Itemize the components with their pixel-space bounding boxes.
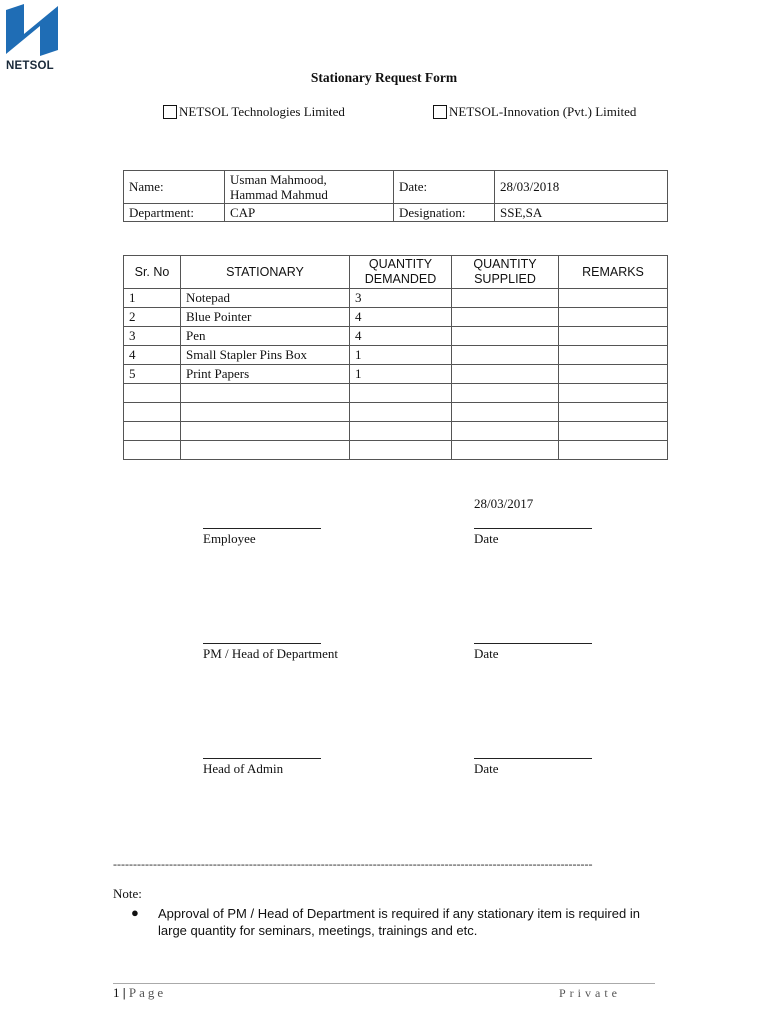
cell-supplied[interactable]	[452, 327, 559, 346]
note-label: Note:	[113, 886, 142, 901]
logo-text: NETSOL	[6, 60, 54, 72]
cell-remarks[interactable]	[559, 346, 668, 365]
cell-item: Print Papers	[181, 365, 350, 384]
filled-date: 28/03/2017	[474, 496, 534, 511]
cell-remarks[interactable]	[559, 289, 668, 308]
header-sr-no: Sr. No	[124, 256, 181, 289]
admin-signature-line[interactable]	[203, 746, 321, 759]
pm-date-label: Date	[474, 646, 499, 661]
name-label: Name:	[124, 171, 225, 204]
cell-demanded: 4	[350, 327, 452, 346]
admin-date-line[interactable]	[474, 746, 592, 759]
cell-demanded[interactable]	[350, 422, 452, 441]
page-number: 1	[113, 985, 120, 1000]
cell-item: Blue Pointer	[181, 308, 350, 327]
employee-info-table	[123, 170, 668, 222]
cell-item[interactable]	[181, 403, 350, 422]
cell-demanded: 3	[350, 289, 452, 308]
header-quantity-supplied	[452, 256, 559, 289]
header-qty-demanded-line-2: DEMANDED	[364, 272, 437, 286]
cell-remarks[interactable]	[559, 422, 668, 441]
cell-supplied[interactable]	[452, 384, 559, 403]
cell-supplied[interactable]	[452, 365, 559, 384]
admin-date-label: Date	[474, 761, 499, 776]
header-quantity-demanded	[350, 256, 452, 289]
admin-label: Head of Admin	[203, 761, 284, 776]
dashed-separator: ------------------------------------------------------------------------------------------------------------------------	[113, 857, 593, 871]
header-stationary: STATIONARY	[181, 256, 350, 289]
table-row	[124, 384, 668, 403]
table-row	[124, 365, 668, 384]
cell-remarks[interactable]	[559, 308, 668, 327]
table-row	[124, 403, 668, 422]
cell-item[interactable]	[181, 441, 350, 460]
pm-date-signature[interactable]	[474, 631, 592, 662]
netsol-logo	[6, 4, 60, 74]
table-row	[124, 422, 668, 441]
name-value	[225, 171, 394, 204]
cell-remarks[interactable]	[559, 327, 668, 346]
bullet-icon: ●	[131, 905, 139, 920]
table-row	[124, 308, 668, 327]
cell-supplied[interactable]	[452, 403, 559, 422]
cell-demanded[interactable]	[350, 441, 452, 460]
admin-date-signature[interactable]	[474, 746, 592, 777]
stationary-items-table	[123, 255, 668, 460]
department-label: Department:	[124, 204, 225, 222]
cell-demanded[interactable]	[350, 384, 452, 403]
cell-remarks[interactable]	[559, 384, 668, 403]
table-row	[124, 441, 668, 460]
page-word: Page	[128, 985, 167, 1000]
employee-date-label: Date	[474, 531, 499, 546]
pm-signature-line[interactable]	[203, 631, 321, 644]
cell-item: Pen	[181, 327, 350, 346]
employee-label: Employee	[203, 531, 256, 546]
date-label: Date:	[394, 171, 495, 204]
company-checkbox-innovation[interactable]	[433, 105, 447, 119]
header-qty-demanded-line-1: QUANTITY	[368, 257, 433, 271]
cell-item[interactable]	[181, 384, 350, 403]
cell-sr[interactable]	[124, 384, 181, 403]
department-value: CAP	[225, 204, 394, 222]
cell-remarks[interactable]	[559, 441, 668, 460]
footer-classification: Private	[559, 986, 621, 1000]
header-qty-supplied-line-2: SUPPLIED	[474, 272, 536, 286]
cell-sr[interactable]	[124, 441, 181, 460]
cell-supplied[interactable]	[452, 441, 559, 460]
netsol-logo-mark	[6, 4, 58, 56]
admin-signature[interactable]	[203, 746, 321, 777]
table-row	[124, 289, 668, 308]
cell-item: Notepad	[181, 289, 350, 308]
cell-demanded: 1	[350, 365, 452, 384]
items-header-row	[124, 256, 668, 289]
cell-demanded: 4	[350, 308, 452, 327]
cell-supplied[interactable]	[452, 346, 559, 365]
date-value: 28/03/2018	[495, 171, 668, 204]
cell-demanded[interactable]	[350, 403, 452, 422]
cell-demanded: 1	[350, 346, 452, 365]
table-row	[124, 327, 668, 346]
cell-sr[interactable]	[124, 403, 181, 422]
employee-signature-line[interactable]	[203, 516, 321, 529]
form-title: Stationary Request Form	[310, 70, 458, 85]
page-separator: |	[122, 985, 126, 1000]
cell-remarks[interactable]	[559, 365, 668, 384]
header-qty-supplied-line-1: QUANTITY	[473, 257, 537, 271]
cell-sr: 4	[124, 346, 181, 365]
cell-sr[interactable]	[124, 422, 181, 441]
designation-value: SSE,SA	[495, 204, 668, 222]
pm-label: PM / Head of Department	[203, 646, 339, 661]
pm-date-line[interactable]	[474, 631, 592, 644]
pm-signature[interactable]	[203, 631, 338, 662]
cell-sr: 3	[124, 327, 181, 346]
cell-sr: 2	[124, 308, 181, 327]
company-label-technologies: NETSOL Technologies Limited	[179, 104, 345, 119]
name-value-line-2: Hammad Mahmud	[230, 187, 328, 202]
cell-supplied[interactable]	[452, 422, 559, 441]
employee-date-signature[interactable]	[474, 516, 592, 547]
cell-item[interactable]	[181, 422, 350, 441]
company-checkbox-technologies[interactable]	[163, 105, 177, 119]
header-remarks: REMARKS	[559, 256, 668, 289]
designation-label: Designation:	[394, 204, 495, 222]
cell-sr: 5	[124, 365, 181, 384]
company-option-innovation[interactable]	[433, 104, 636, 120]
name-value-line-1: Usman Mahmood,	[230, 172, 327, 187]
company-label-innovation: NETSOL-Innovation (Pvt.) Limited	[449, 104, 637, 119]
employee-signature[interactable]	[203, 516, 321, 547]
note-bullet-text: Approval of PM / Head of Department is required if any stationary item is required in large quantity for seminars, meetings, trainings and etc.	[158, 906, 640, 938]
employee-date-line[interactable]	[474, 516, 592, 529]
cell-supplied[interactable]	[452, 289, 559, 308]
table-row	[124, 346, 668, 365]
company-option-technologies[interactable]	[163, 104, 345, 120]
cell-item: Small Stapler Pins Box	[181, 346, 350, 365]
footer-divider	[113, 983, 655, 984]
cell-remarks[interactable]	[559, 403, 668, 422]
footer-page	[113, 985, 166, 1001]
cell-supplied[interactable]	[452, 308, 559, 327]
cell-sr: 1	[124, 289, 181, 308]
